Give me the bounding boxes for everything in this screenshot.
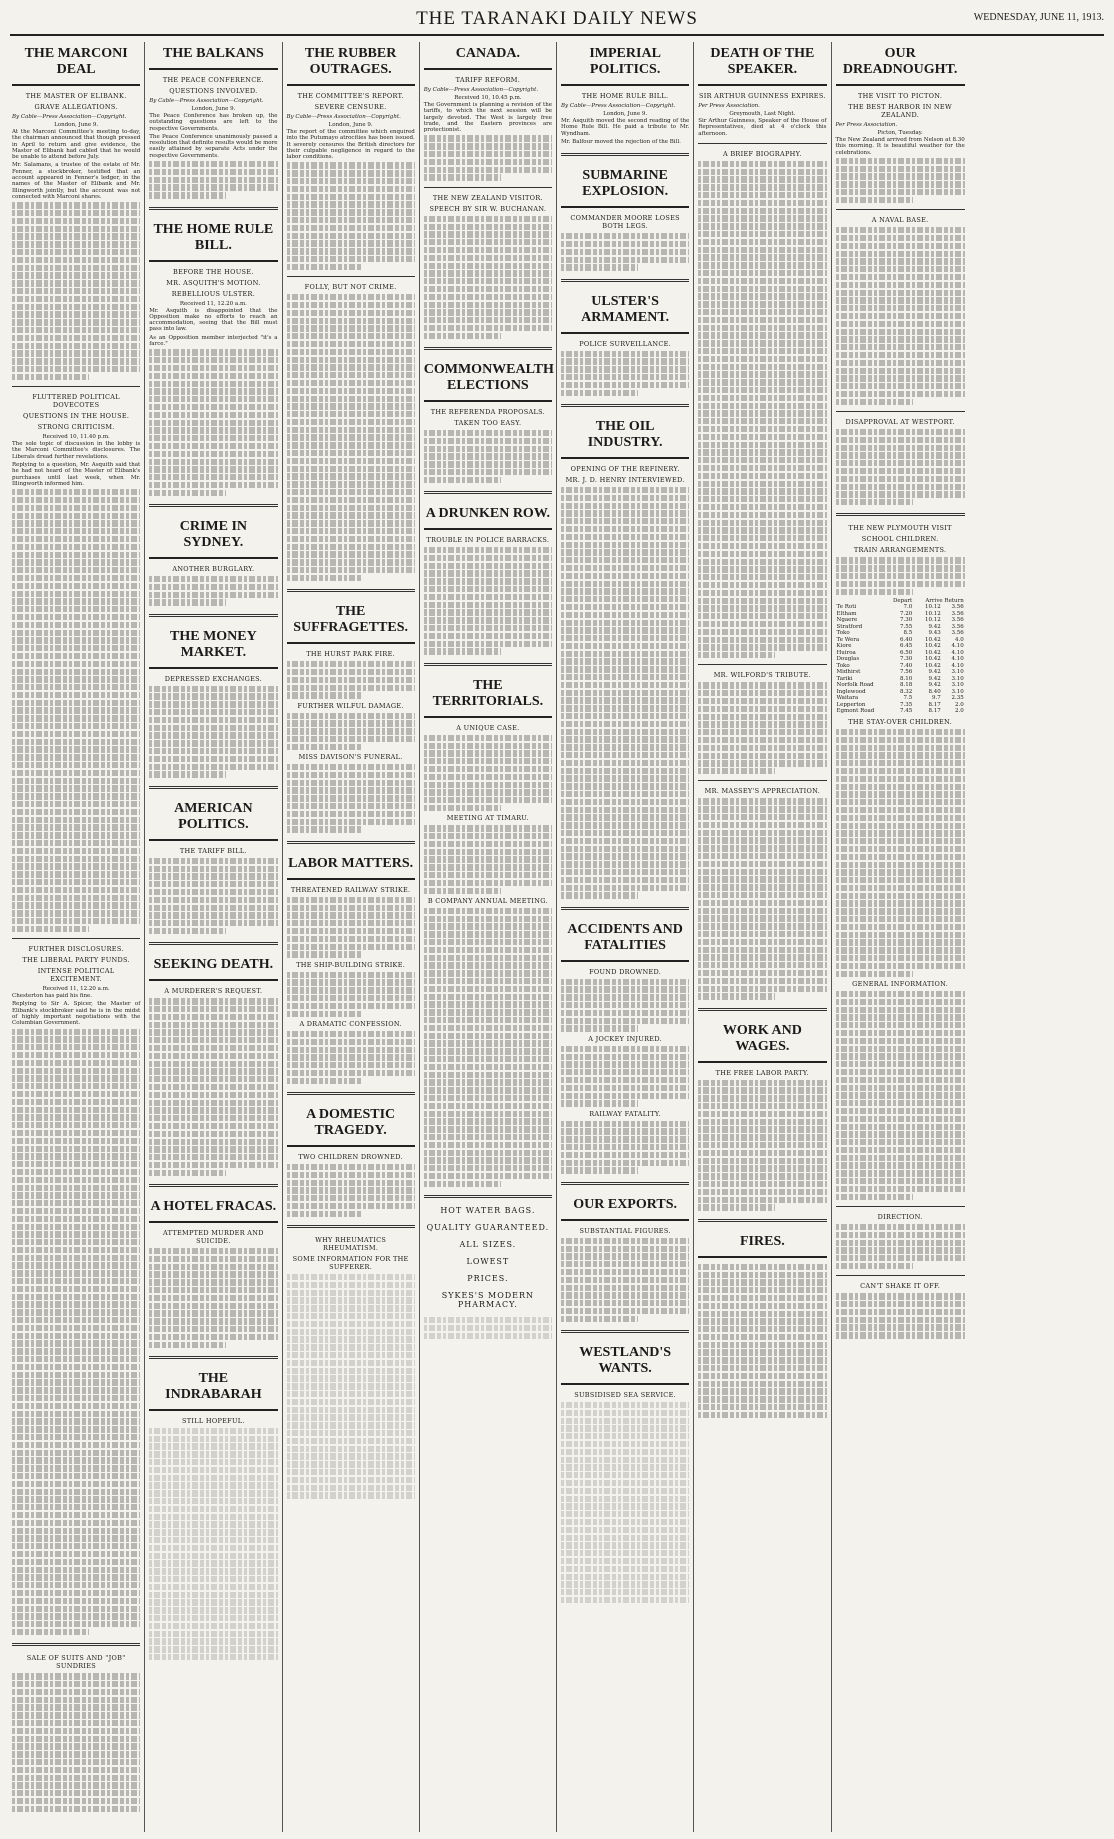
subheading: SUBSTANTIAL FIGURES. — [579, 1226, 671, 1235]
headline: THE BALKANS — [149, 42, 277, 70]
headline: THE TERRITORIALS. — [424, 674, 552, 718]
train-time: 7.20 — [900, 610, 913, 617]
paragraph: Sir Arthur Guinness, Speaker of the House of Representatives, died at 4 o'clock this afternoon. — [698, 118, 827, 137]
subheading: MEETING AT TIMARU. — [446, 814, 529, 823]
advertisement-title: SALE OF SUITS AND "JOB" SUNDRIES — [26, 1654, 126, 1671]
subheading: BEFORE THE HOUSE. — [173, 267, 254, 276]
train-time: 10.42 — [925, 649, 941, 656]
subheading: QUESTIONS IN THE HOUSE. — [23, 412, 130, 421]
subheading: GENERAL INFORMATION. — [852, 979, 949, 988]
headline: WORK AND WAGES. — [698, 1019, 826, 1063]
issue-date: WEDNESDAY, JUNE 11, 1913. — [973, 12, 1104, 23]
paragraph: The Peace Conference has broken up, the outstanding questions are left to the respective Governments. — [149, 113, 278, 132]
subheading: ATTEMPTED MURDER AND SUICIDE. — [162, 1229, 264, 1246]
subheading: FOUND DROWNED. — [589, 967, 662, 976]
subheading: FOLLY, BUT NOT CRIME. — [304, 283, 397, 292]
subheading: A NAVAL BASE. — [871, 216, 929, 225]
station-name: Ngaere — [836, 617, 858, 624]
subheading: THE HOME RULE BILL. — [581, 92, 669, 100]
subheading: A DRAMATIC CONFESSION. — [299, 1019, 402, 1028]
train-time: 9.43 — [928, 630, 941, 637]
train-time: 10.42 — [925, 643, 941, 650]
subheading: TROUBLE IN POLICE BARRACKS. — [426, 536, 550, 545]
station-name: Stratford — [836, 623, 863, 630]
train-time: 8.17 — [928, 708, 941, 715]
paragraph: As an Opposition member interjected "it's a farce." — [149, 334, 278, 348]
train-timetable — [836, 598, 965, 715]
subheading: THE VISIT TO PICTON. — [858, 92, 943, 100]
train-time: 7.30 — [900, 617, 913, 624]
page-columns — [8, 42, 1106, 1832]
headline: LABOR MATTERS. — [287, 852, 415, 880]
ad-line: LOWEST — [466, 1257, 510, 1267]
headline: FIRES. — [698, 1230, 826, 1258]
headline: AMERICAN POLITICS. — [149, 797, 277, 841]
subheading: RAILWAY FATALITY. — [589, 1109, 662, 1118]
dateline: London, June 9. — [54, 122, 99, 128]
paragraph: The Peace Conference unanimously passed a resolution that definite results would be more easily attained by separate Acts under the respective Governments. — [149, 133, 278, 159]
dateline: Received 11, 12.20 a.m. — [179, 300, 247, 307]
headline: THE INDRABARAH — [149, 1367, 277, 1411]
byline: Per Press Association. — [835, 122, 898, 128]
train-time: 7.0 — [903, 604, 913, 611]
ad-line: ALL SIZES. — [459, 1240, 517, 1250]
subheading: THE NEW PLYMOUTH VISIT — [848, 524, 952, 533]
headline: COMMONWEALTH ELECTIONS — [424, 358, 552, 402]
ad-line: SYKES'S MODERN PHARMACY. — [441, 1291, 535, 1310]
train-time: 9.42 — [928, 623, 941, 630]
subheading: QUESTIONS INVOLVED. — [169, 87, 258, 95]
subheading: MR. MASSEY'S APPRECIATION. — [704, 787, 821, 796]
station-name: Toko — [836, 630, 850, 637]
train-time: 4.10 — [951, 643, 964, 650]
subheading: TARIFF REFORM. — [455, 76, 521, 84]
headline: SEEKING DEATH. — [149, 953, 277, 981]
column-imperial — [557, 42, 694, 1832]
train-time: 10.12 — [925, 617, 941, 624]
subheading: MISS DAVISON'S FUNERAL. — [298, 753, 403, 762]
paragraph: Chesterton has paid his fine. — [12, 993, 93, 1000]
subheading: MR. J. D. HENRY INTERVIEWED. — [565, 475, 685, 484]
train-time: 6.40 — [900, 636, 913, 643]
headline: THE MARCONI DEAL — [12, 42, 140, 86]
dateline: Received 10, 11.40 p.m. — [42, 434, 110, 441]
train-time: 10.42 — [925, 662, 941, 669]
subheading: THE FREE LABOR PARTY. — [715, 1068, 810, 1077]
station-name: Huiroa — [836, 649, 856, 656]
train-time: 3.56 — [951, 623, 964, 630]
headline: ACCIDENTS AND FATALITIES — [561, 918, 689, 962]
paragraph: Mr. Asquith moved the second reading of the Home Rule Bill. He paid a tribute to Mr. Wyndham. — [561, 118, 690, 137]
headline: THE SUFFRAGETTES. — [287, 600, 415, 644]
dateline: London, June 9. — [603, 111, 648, 117]
subheading: SUBSIDISED SEA SERVICE. — [574, 1390, 676, 1399]
train-time: 3.56 — [951, 617, 964, 624]
paragraph: Mr. Balfour moved the rejection of the Bill. — [561, 138, 681, 145]
train-time: 7.55 — [900, 623, 913, 630]
subheading: THE SHIP-BUILDING STRIKE. — [296, 960, 406, 969]
subheading: POLICE SURVEILLANCE. — [579, 339, 672, 348]
train-time: 3.10 — [951, 675, 964, 682]
station-name: Tariki — [836, 675, 853, 682]
subheading: INTENSE POLITICAL EXCITEMENT. — [37, 967, 115, 984]
subheading: TAKEN TOO EASY. — [454, 419, 522, 428]
paragraph: Mr. Asquith is disappointed that the Opposition make no efforts to reach an accommodation, seeing that the Bill must pass into law. — [149, 307, 278, 333]
paragraph: Replying to a question, Mr. Asquith said that he had not heard of the Master of Elibank's purchases until last week, when Mr. Illingworth informed him. — [12, 461, 141, 487]
station-name: Douglas — [836, 656, 860, 663]
timetable-row — [836, 708, 965, 715]
subheading: SPEECH BY SIR W. BUCHANAN. — [429, 204, 547, 213]
dateline: Received 10, 10.45 p.m. — [454, 95, 522, 101]
train-time: 2.0 — [955, 708, 964, 715]
train-time: 7.30 — [900, 656, 913, 663]
train-time: 3.10 — [951, 688, 964, 695]
train-time: 9.42 — [928, 682, 941, 689]
train-time: 4.10 — [951, 662, 964, 669]
subheading: STILL HOPEFUL. — [182, 1416, 245, 1425]
subheading: THE COMMITTEE'S REPORT. — [297, 92, 404, 100]
headline: IMPERIAL POLITICS. — [561, 42, 689, 86]
subheading: SEVERE CENSURE. — [314, 103, 387, 111]
train-time: 7.5 — [903, 695, 913, 702]
subheading: THE REFERENDA PROPOSALS. — [430, 408, 545, 417]
subheading: DISAPPROVAL AT WESTPORT. — [845, 418, 955, 426]
subheading: MR. WILFORD'S TRIBUTE. — [713, 671, 812, 680]
subheading: THREATENED RAILWAY STRIKE. — [290, 885, 411, 894]
train-time: 2.35 — [951, 695, 964, 702]
paragraph: The sole topic of discussion in the lobby is the Marconi Committee's disclosures. The Liberals dread further revelations. — [12, 441, 141, 460]
byline: By Cable—Press Association—Copyright. — [286, 114, 401, 120]
train-time: 8.5 — [903, 630, 913, 637]
newspaper-title: THE TARANAKI DAILY NEWS — [416, 8, 698, 29]
byline: By Cable—Press Association—Copyright. — [561, 103, 676, 109]
byline: Per Press Association. — [698, 103, 760, 109]
ad-line: PRICES. — [467, 1274, 509, 1284]
subheading: FURTHER WILFUL DAMAGE. — [297, 701, 404, 710]
column-canada — [420, 42, 557, 1832]
dateline: London, June 9. — [328, 122, 373, 128]
train-time: 8.17 — [928, 701, 941, 708]
headline: DEATH OF THE SPEAKER. — [698, 42, 826, 86]
train-time: 6.50 — [900, 649, 913, 656]
paragraph: Replying to Sir A. Spicer, the Master of Elibank's stockbroker said he is in the midst of highly important negotiations with the Columbian Government. — [12, 1001, 141, 1027]
station-name: Inglewood — [836, 688, 866, 695]
column-dreadnought — [832, 42, 969, 1832]
dateline: London, June 9. — [191, 106, 236, 112]
byline: By Cable—Press Association—Copyright. — [423, 87, 539, 93]
train-time: 8.18 — [900, 682, 913, 689]
subheading: SOME INFORMATION FOR THE SUFFERER. — [292, 1255, 409, 1272]
subheading: TRAIN ARRANGEMENTS. — [853, 546, 947, 555]
subheading: FLUTTERED POLITICAL DOVECOTES — [32, 393, 120, 410]
subheading: FURTHER DISCLOSURES. — [28, 945, 124, 954]
subheading: THE TARIFF BILL. — [179, 846, 247, 855]
timetable-header: Arrive Return — [925, 597, 964, 604]
subheading: DEPRESSED EXCHANGES. — [164, 674, 263, 683]
train-time: 7.35 — [900, 701, 913, 708]
station-name: Lepperton — [836, 701, 866, 708]
ad-line: HOT WATER BAGS. — [440, 1206, 536, 1216]
subheading: THE NEW ZEALAND VISITOR. — [432, 193, 543, 202]
subheading: A BRIEF BIOGRAPHY. — [723, 149, 802, 158]
headline: SUBMARINE EXPLOSION. — [561, 164, 689, 208]
headline: THE OIL INDUSTRY. — [561, 415, 689, 459]
headline: A DOMESTIC TRAGEDY. — [287, 1103, 415, 1147]
headline: THE RUBBER OUTRAGES. — [287, 42, 415, 86]
subheading: STRONG CRITICISM. — [37, 423, 115, 432]
subheading: ANOTHER BURGLARY. — [172, 564, 255, 573]
headline: THE HOME RULE BILL. — [149, 218, 277, 262]
ad-line: QUALITY GUARANTEED. — [426, 1223, 550, 1233]
headline: WESTLAND'S WANTS. — [561, 1341, 689, 1385]
subheading: REBELLIOUS ULSTER. — [171, 289, 256, 298]
train-time: 8.10 — [900, 675, 913, 682]
dateline: Received 11, 12.20 a.m. — [42, 986, 110, 993]
station-name: Eltham — [836, 610, 857, 617]
station-name: Kiore — [836, 643, 852, 650]
timetable-header: Depart — [892, 597, 913, 604]
train-time: 7.45 — [900, 708, 913, 715]
train-time: 3.56 — [951, 610, 964, 617]
column-balkans — [145, 42, 282, 1832]
headline: A DRUNKEN ROW. — [424, 502, 552, 530]
subheading: THE LIBERAL PARTY FUNDS. — [22, 956, 130, 965]
station-name: Te Wera — [836, 636, 860, 643]
byline: By Cable—Press Association—Copyright. — [12, 114, 127, 120]
subheading: THE STAY-OVER CHILDREN. — [848, 717, 952, 726]
station-name: Waitara — [836, 695, 859, 702]
subheading: A MURDERER'S REQUEST. — [164, 987, 263, 996]
subheading: THE BEST HARBOR IN NEW ZEALAND. — [848, 103, 952, 119]
headline: OUR EXPORTS. — [561, 1193, 689, 1221]
subheading: THE PEACE CONFERENCE. — [162, 76, 264, 84]
train-time: 9.7 — [932, 695, 941, 702]
subheading: SIR ARTHUR GUINNESS EXPIRES. — [698, 92, 826, 100]
train-time: 7.56 — [900, 669, 913, 676]
train-time: 9.42 — [928, 675, 941, 682]
headline: OUR DREADNOUGHT. — [836, 42, 965, 86]
train-time: 10.42 — [925, 636, 941, 643]
train-time: 3.10 — [951, 669, 964, 676]
train-time: 8.40 — [928, 688, 941, 695]
subheading: GRAVE ALLEGATIONS. — [34, 103, 118, 111]
subheading: WHY RHEUMATICS RHEUMATISM. — [315, 1236, 387, 1253]
byline: By Cable—Press Association—Copyright. — [149, 98, 264, 104]
headline: CRIME IN SYDNEY. — [149, 515, 277, 559]
subheading: COMMANDER MOORE LOSES BOTH LEGS. — [570, 214, 680, 231]
train-time: 10.42 — [925, 656, 941, 663]
subheading: DIRECTION. — [877, 1212, 923, 1221]
subheading: B COMPANY ANNUAL MEETING. — [427, 896, 548, 905]
station-name: Te Roti — [836, 604, 857, 611]
train-time: 9.42 — [928, 669, 941, 676]
paragraph: Mr. Salamans, a trustee of the estate of Mr. Fenner, a stockbroker, testified that an account appeared in Fenner's ledger, in the names of the Master of Elibank and Mr. Illingworth jointly, but the account was not connected with Marconi shares. — [12, 162, 141, 200]
subheading: MR. ASQUITH'S MOTION. — [166, 278, 261, 287]
train-time: 3.56 — [951, 630, 964, 637]
train-time: 4.10 — [951, 656, 964, 663]
column-marconi — [8, 42, 145, 1832]
paragraph: The Government is planning a revision of the tariffs, to which the next session will be largely devoted. The West is largely free trade, and the Eastern provinces are protectionist. — [423, 102, 552, 134]
train-time: 7.40 — [900, 662, 913, 669]
headline: THE MONEY MARKET. — [149, 625, 277, 669]
subheading: THE HURST PARK FIRE. — [306, 650, 396, 659]
train-time: 3.10 — [951, 682, 964, 689]
paragraph: The New Zealand arrived from Nelson at 8.30 this morning. It is beautiful weather for the celebrations. — [835, 137, 965, 156]
dateline: Greymouth, Last Night. — [729, 111, 796, 117]
train-time: 10.12 — [925, 610, 941, 617]
paragraph: At the Marconi Committee's meeting to-day, the chairman announced that though pressed in April to return and give evidence, the Master of Elibank had cabled that he would be unable to attend before July. — [12, 129, 141, 161]
train-time: 4.0 — [955, 636, 964, 643]
train-time: 3.56 — [951, 604, 964, 611]
station-name: Toko — [836, 662, 850, 669]
dateline: Picton, Tuesday. — [877, 130, 923, 136]
subheading: CAN'T SHAKE IT OFF. — [860, 1282, 941, 1291]
train-time: 4.10 — [951, 649, 964, 656]
column-speaker — [694, 42, 831, 1832]
headline: ULSTER'S ARMAMENT. — [561, 290, 689, 334]
subheading: TWO CHILDREN DROWNED. — [298, 1153, 403, 1161]
subheading: A UNIQUE CASE. — [456, 723, 520, 732]
station-name: Midhirst — [836, 669, 861, 676]
station-name: Norfolk Road — [836, 682, 874, 689]
train-time: 6.45 — [900, 643, 913, 650]
train-time: 10.12 — [925, 604, 941, 611]
paragraph: The report of the committee which enquired into the Putumayo atrocities has been issued. It severely censures the British directors for their culpable negligence in regard to the labor conditions. — [286, 129, 415, 161]
column-rubber — [283, 42, 420, 1832]
train-time: 2.0 — [955, 701, 964, 708]
headline: CANADA. — [424, 42, 552, 70]
subheading: OPENING OF THE REFINERY. — [570, 464, 680, 473]
train-time: 8.32 — [900, 688, 913, 695]
masthead — [10, 6, 1104, 36]
subheading: A JOCKEY INJURED. — [588, 1034, 662, 1043]
subheading: THE MASTER OF ELIBANK. — [25, 92, 127, 100]
subheading: SCHOOL CHILDREN. — [861, 535, 939, 544]
headline: A HOTEL FRACAS. — [149, 1195, 277, 1223]
station-name: Egmont Road — [836, 708, 875, 715]
